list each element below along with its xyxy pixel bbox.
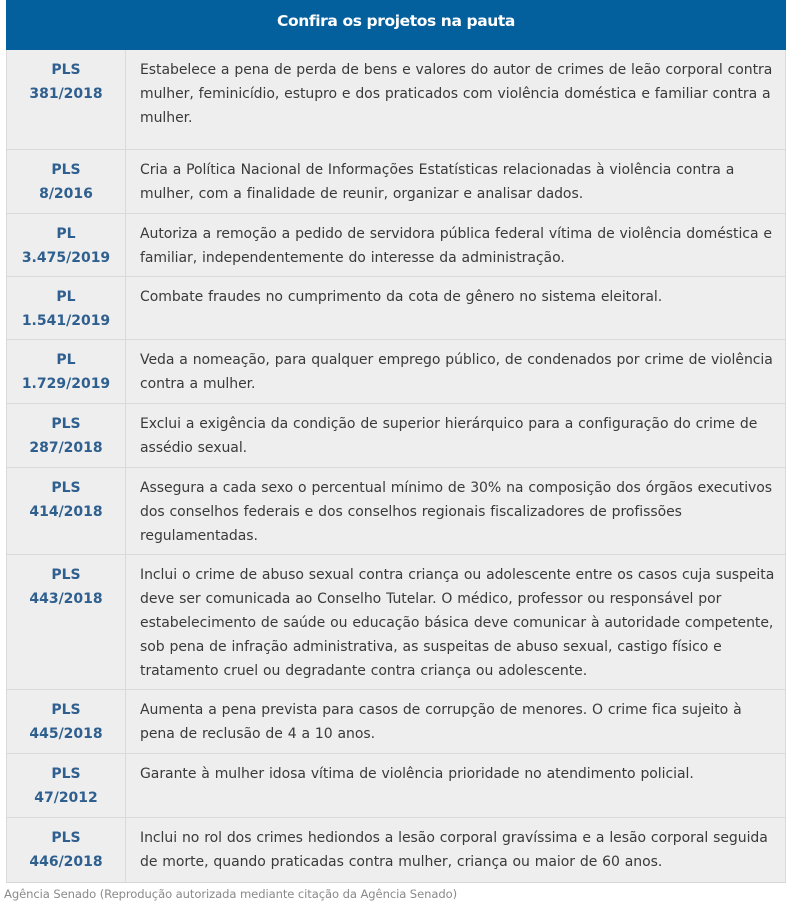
- bill-id-cell: [7, 50, 126, 149]
- table-row: [7, 818, 785, 883]
- table-row: [7, 754, 785, 818]
- table-row: [7, 340, 785, 404]
- bill-number: 443/2018: [29, 591, 103, 607]
- bill-type: PLS: [51, 62, 81, 78]
- bill-description: Aumenta a pena prevista para casos de corrupção de menores. O crime fica sujeito à pena de reclusão de 4 a 10 anos.: [140, 702, 742, 742]
- bill-number: 8/2016: [39, 186, 93, 202]
- bill-type: PL: [56, 352, 76, 368]
- bill-id-cell: [7, 754, 126, 817]
- bill-description: Autoriza a remoção a pedido de servidora pública federal vítima de violência doméstica e familiar, independentemente do interesse da administração.: [140, 226, 772, 266]
- bill-description: Inclui no rol dos crimes hediondos a lesão corporal gravíssima e a lesão corporal seguida de morte, quando praticadas contra mulher, criança ou maior de 60 anos.: [140, 830, 768, 870]
- bill-description: Cria a Política Nacional de Informações Estatísticas relacionadas à violência contra a mulher, com a finalidade de reunir, organizar e analisar dados.: [140, 162, 735, 202]
- bill-id-cell: [7, 468, 126, 554]
- bill-description: Exclui a exigência da condição de superior hierárquico para a configuração do crime de assédio sexual.: [140, 416, 758, 456]
- bill-id-cell: [7, 404, 126, 467]
- bill-description: Combate fraudes no cumprimento da cota de gênero no sistema eleitoral.: [140, 289, 663, 305]
- table-row: [7, 150, 785, 214]
- bill-type: PL: [56, 289, 76, 305]
- table-row: [7, 50, 785, 150]
- bill-type: PLS: [51, 766, 81, 782]
- bill-description: Veda a nomeação, para qualquer emprego público, de condenados por crime de violência contra a mulher.: [140, 352, 773, 392]
- bill-description: Assegura a cada sexo o percentual mínimo de 30% na composição dos órgãos executivos dos conselhos federais e dos conselhos regionais fiscalizadores de profissões regulamentadas.: [140, 480, 773, 544]
- bill-description: Estabelece a pena de perda de bens e valores do autor de crimes de leão corporal contra mulher, feminicídio, estupro e dos praticados com violência doméstica e familiar contra a mulher.: [140, 62, 773, 126]
- table-header: [6, 0, 786, 50]
- table-row: [7, 214, 785, 277]
- bill-number: 287/2018: [29, 440, 103, 456]
- photo-credit-caption: Agência Senado (Reprodução autorizada mediante citação da Agência Senado): [4, 887, 458, 901]
- bill-description: Garante à mulher idosa vítima de violência prioridade no atendimento policial.: [140, 766, 694, 782]
- bill-id-cell: [7, 150, 126, 213]
- projects-table: [6, 0, 786, 883]
- bill-number: 445/2018: [29, 726, 103, 742]
- table-row: [7, 404, 785, 468]
- bill-number: 1.541/2019: [21, 313, 111, 329]
- bill-id-cell: [7, 818, 126, 882]
- table-row: [7, 555, 785, 690]
- bill-type: PLS: [51, 702, 81, 718]
- bill-number: 1.729/2019: [21, 376, 111, 392]
- bill-description: Inclui o crime de abuso sexual contra criança ou adolescente entre os casos cuja suspeita deve ser comunicada ao Conselho Tutelar. O médico, professor ou responsável por estabelecimento de saúde ou educação básica deve comunicar à autoridade competente, sob pena de infração administrativa, as suspeitas de abuso sexual, castigo físico e tratamento cruel ou degradante contra criança ou adolescente.: [140, 567, 775, 679]
- bill-type: PLS: [51, 830, 81, 846]
- bill-number: 47/2012: [34, 790, 98, 806]
- bill-number: 414/2018: [29, 504, 103, 520]
- bill-id-cell: [7, 214, 126, 276]
- bill-id-cell: [7, 555, 126, 689]
- table-row: [7, 690, 785, 754]
- bill-number: 381/2018: [29, 86, 103, 102]
- table-title: Confira os projetos na pauta: [277, 12, 515, 30]
- table-body: [6, 50, 786, 883]
- table-row: [7, 277, 785, 340]
- bill-number: 3.475/2019: [21, 250, 111, 266]
- bill-id-cell: [7, 690, 126, 753]
- bill-type: PLS: [51, 567, 81, 583]
- bill-type: PLS: [51, 162, 81, 178]
- bill-type: PL: [56, 226, 76, 242]
- bill-type: PLS: [51, 416, 81, 432]
- table-row: [7, 468, 785, 555]
- bill-id-cell: [7, 340, 126, 403]
- bill-id-cell: [7, 277, 126, 339]
- bill-type: PLS: [51, 480, 81, 496]
- bill-number: 446/2018: [29, 854, 103, 870]
